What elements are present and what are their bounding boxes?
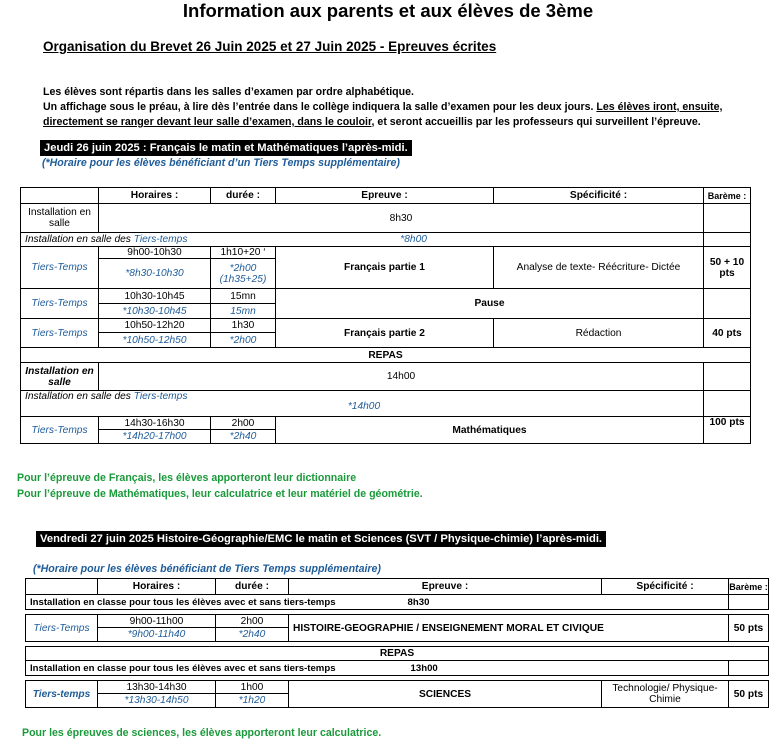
- sciences-bareme: 50 pts: [729, 681, 769, 708]
- intro-line-3: directement se ranger devant leur salle d’examen, dans le couloir, et seront accueillis par les professeurs qui surveillent l’épreuve.: [43, 116, 701, 128]
- install2-tiers-temps-row: Installation en salle des Tiers-temps *14h00: [21, 391, 704, 417]
- day2-install-row: Installation en classe pour tous les élèves avec et sans tiers-temps 8h30: [26, 595, 729, 610]
- day2-materials-note: Pour les épreuves de sciences, les élèves apporteront leur calculatrice.: [22, 727, 382, 739]
- install2-label: Installation en salle: [21, 363, 99, 391]
- header-horaires: Horaires :: [99, 188, 211, 204]
- header-epreuve: Epreuve :: [276, 188, 494, 204]
- day2-tiers-temps-note: (*Horaire pour les élèves bénéficiant de Tiers Temps supplémentaire): [33, 563, 381, 575]
- day2-repas-row: REPAS: [26, 647, 769, 661]
- francais-2-specificite: Rédaction: [494, 319, 704, 348]
- pause-row: Pause: [276, 289, 704, 319]
- francais-1-specificite: Analyse de texte- Réécriture- Dictée: [494, 247, 704, 289]
- maths-bareme: 100 pts: [704, 417, 751, 444]
- sciences-specificite: Technologie/ Physique-Chimie: [602, 681, 729, 708]
- day2-schedule-table: Horaires : durée : Epreuve : Spécificité : Barème : Installation en classe pour tous les élèves avec et sans tiers-temps 8h30 Tiers-Temps 9h00-11h00 2h00 HISTOIRE-GEOGRAPHIE / ENSEIGNEMENT MORAL ET CIVIQUE 50 pts *9h00-11h40 *2h40 REPAS Installation en classe pour tous les élèves avec et sans tiers-temps 13h00 Tiers-temps 13h30-14h30 1h00 SCIENCES Technologie/ Physique-Chimie 50 pts *13h30-14h50 *1h20: [25, 578, 769, 708]
- mathematiques-row: Mathématiques: [276, 417, 704, 444]
- install-label: Installation en salle: [21, 204, 99, 233]
- hg-bareme: 50 pts: [729, 615, 769, 642]
- page-subtitle: Organisation du Brevet 26 Juin 2025 et 27 Juin 2025 - Epreuves écrites: [43, 39, 497, 54]
- repas-row: REPAS: [21, 348, 751, 363]
- intro-line-1: Les élèves sont répartis dans les salles d’examen par ordre alphabétique.: [43, 86, 414, 98]
- install2-time: 14h00: [99, 363, 704, 391]
- day1-schedule-table: Horaires : durée : Epreuve : Spécificité : Barème : Installation en salle 8h30 Installation en salle des Tiers-temps *8h00 Tiers-Temps 9h00-10h30 1h10+20 ‘ Français partie 1 Analyse de texte- Réécriture- Dictée 50 + 10 pts *8h30-10h30 *2h00 (1h35+25) Tiers-Temps 10h30-10h45 15mn Pause *10h30-10h45 15mn Tiers-Temps 10h50-12h20 1h30 Français partie 2 Rédaction 40 pts *10h50-12h50 *2h00 REPAS Installation en salle 14h00 Installation en salle des Tiers-temps *14h00 Tiers-Temps 14h30-16h30 2h00 Mathématiques 100 pts *14h20-17h00 *2h40: [20, 187, 751, 444]
- day1-banner: Jeudi 26 juin 2025 : Français le matin et Mathématiques l’après-midi.: [40, 140, 412, 156]
- header-bareme: Barème :: [704, 188, 751, 204]
- day1-tiers-temps-note: (*Horaire pour les élèves bénéficiant d’un Tiers Temps supplémentaire): [42, 157, 400, 169]
- day2-install2-row: Installation en classe pour tous les élèves avec et sans tiers-temps 13h00: [26, 661, 729, 676]
- francais-2-bareme: 40 pts: [704, 319, 751, 348]
- francais-1-bareme: 50 + 10 pts: [704, 247, 751, 289]
- day2-banner: Vendredi 27 juin 2025 Histoire-Géographie/EMC le matin et Sciences (SVT / Physique-chimie) l’après-midi.: [36, 531, 606, 547]
- install-time: 8h30: [99, 204, 704, 233]
- header-duree: durée :: [211, 188, 276, 204]
- install-tiers-temps-row: Installation en salle des Tiers-temps *8h00: [21, 233, 704, 247]
- francais-partie-2: Français partie 2: [276, 319, 494, 348]
- page-title: Information aux parents et aux élèves de 3ème: [182, 0, 594, 21]
- francais-partie-1: Français partie 1: [276, 247, 494, 289]
- header-specificite: Spécificité :: [494, 188, 704, 204]
- day1-materials-note: Pour l’épreuve de Français, les élèves apporteront leur dictionnaire Pour l’épreuve de Mathématiques, leur calculatrice et leur matériel de géométrie.: [17, 472, 423, 500]
- tiers-temps-label: Tiers-Temps: [21, 247, 99, 289]
- intro-line-2: Un affichage sous le préau, à lire dès l’entrée dans le collège indiquera la salle d’examen pour les deux jours. Les élèves iront, ensuite,: [43, 101, 723, 113]
- intro-text: [43, 85, 748, 130]
- sciences-row: SCIENCES: [289, 681, 602, 708]
- histoire-geographie-row: HISTOIRE-GEOGRAPHIE / ENSEIGNEMENT MORAL ET CIVIQUE: [289, 615, 729, 642]
